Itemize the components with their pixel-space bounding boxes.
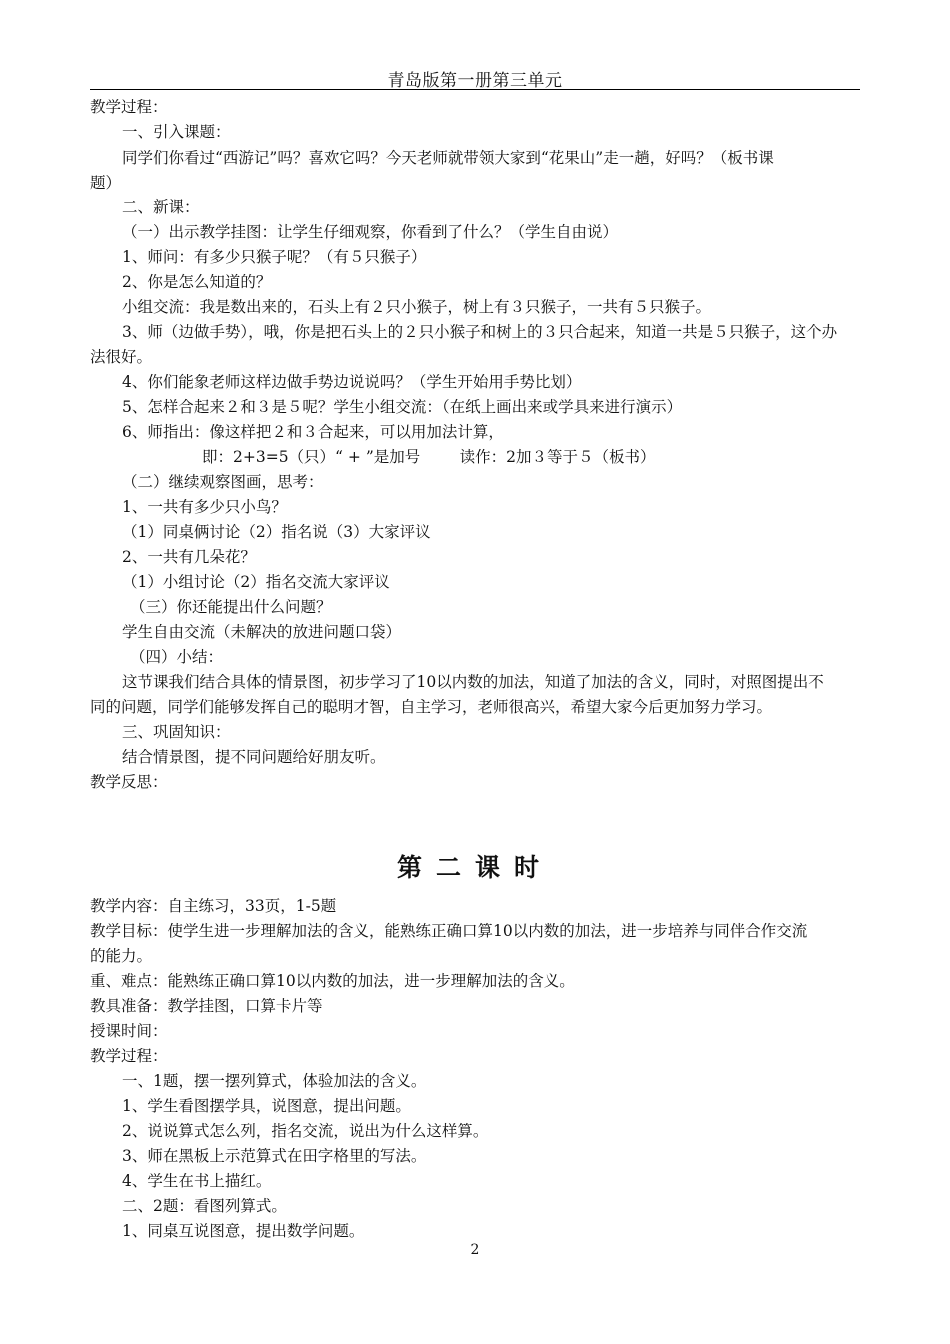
materials: 教具准备：教学挂图，口算卡片等: [90, 997, 323, 1015]
intro-text-line-1: 同学们你看过“西游记”吗？喜欢它吗？今天老师就带领大家到“花果山”走一趟，好吗？（板书课: [122, 149, 774, 167]
question-three-line-2: 法很好。: [90, 348, 153, 366]
intro-text-line-2: 题）: [90, 174, 122, 192]
part-four-heading: （四）小结：: [130, 648, 224, 666]
consolidate-text: 结合情景图，提不同问题给好朋友听。: [122, 748, 386, 766]
question-two: 2、你是怎么知道的？: [122, 273, 272, 291]
lesson-title: 第二课时: [396, 853, 553, 882]
item-one-step-1: 1、学生看图摆学具，说图意，提出问题。: [122, 1097, 411, 1115]
class-time: 授课时间：: [90, 1022, 168, 1040]
process-heading: 教学过程：: [90, 98, 168, 116]
question-six: 6、师指出：像这样把２和３合起来，可以用加法计算，: [122, 423, 504, 441]
formula-line: 即：2+3=5（只）“ + ”是加号 读作：2加３等于５（板书）: [202, 448, 656, 466]
part-two-heading: （二）继续观察图画，思考：: [122, 473, 324, 491]
question-one: 1、师问：有多少只猴子呢？（有５只猴子）: [122, 248, 427, 266]
summary-line-1: 这节课我们结合具体的情景图，初步学习了10以内数的加法，知道了加法的含义，同时，对照图提出不: [122, 673, 824, 691]
goals-line-2: 的能力。: [90, 947, 153, 965]
item-one-step-2: 2、说说算式怎么列，指名交流，说出为什么这样算。: [122, 1122, 489, 1140]
item-one-step-3: 3、师在黑板上示范算式在田字格里的写法。: [122, 1147, 427, 1165]
key-points: 重、难点：能熟练正确口算10以内数的加法，进一步理解加法的含义。: [90, 972, 575, 990]
question-four: 4、你们能象老师这样边做手势边说说吗？（学生开始用手势比划）: [122, 373, 582, 391]
part-three-heading: （三）你还能提出什么问题？: [130, 598, 332, 616]
item-one-step-4: 4、学生在书上描红。: [122, 1172, 272, 1190]
item-one-heading: 一、1题，摆一摆列算式，体验加法的含义。: [122, 1072, 427, 1090]
item-two-step-1: 1、同桌互说图意，提出数学问题。: [122, 1222, 365, 1240]
birds-steps: （1）同桌俩讨论（2）指名说（3）大家评议: [122, 523, 431, 541]
summary-line-2: 同的问题，同学们能够发挥自己的聪明才智，自主学习，老师很高兴，希望大家今后更加努力学习。: [90, 698, 773, 716]
page-number: 2: [470, 1242, 480, 1258]
header-rule: [90, 89, 860, 90]
item-two-heading: 二、2题：看图列算式。: [122, 1197, 287, 1215]
new-lesson-heading: 二、新课：: [122, 198, 200, 216]
question-three-line-1: 3、师（边做手势），哦，你是把石头上的２只小猴子和树上的３只合起来，知道一共是５只猴子，这个办: [122, 323, 838, 341]
reflection-heading: 教学反思：: [90, 773, 168, 791]
flowers-question: 2、一共有几朵花？: [122, 548, 256, 566]
process-heading-2: 教学过程：: [90, 1047, 168, 1065]
content-line: 教学内容：自主练习，33页，1-5题: [90, 897, 337, 915]
flowers-steps: （1）小组讨论（2）指名交流大家评议: [122, 573, 390, 591]
goals-line-1: 教学目标：使学生进一步理解加法的含义，能熟练正确口算10以内数的加法，进一步培养与同伴合作交流: [90, 922, 808, 940]
consolidate-heading: 三、巩固知识：: [122, 723, 231, 741]
running-header: 青岛版第一册第三单元: [387, 71, 563, 91]
free-exchange: 学生自由交流（未解决的放进问题口袋）: [122, 623, 402, 641]
intro-heading: 一、引入课题：: [122, 123, 231, 141]
group-exchange: 小组交流：我是数出来的，石头上有２只小猴子，树上有３只猴子，一共有５只猴子。: [122, 298, 712, 316]
part-one-heading: （一）出示教学挂图：让学生仔细观察，你看到了什么？（学生自由说）: [122, 223, 619, 241]
birds-question: 1、一共有多少只小鸟？: [122, 498, 287, 516]
question-five: 5、怎样合起来２和３是５呢？学生小组交流：（在纸上画出来或学具来进行演示）: [122, 398, 683, 416]
